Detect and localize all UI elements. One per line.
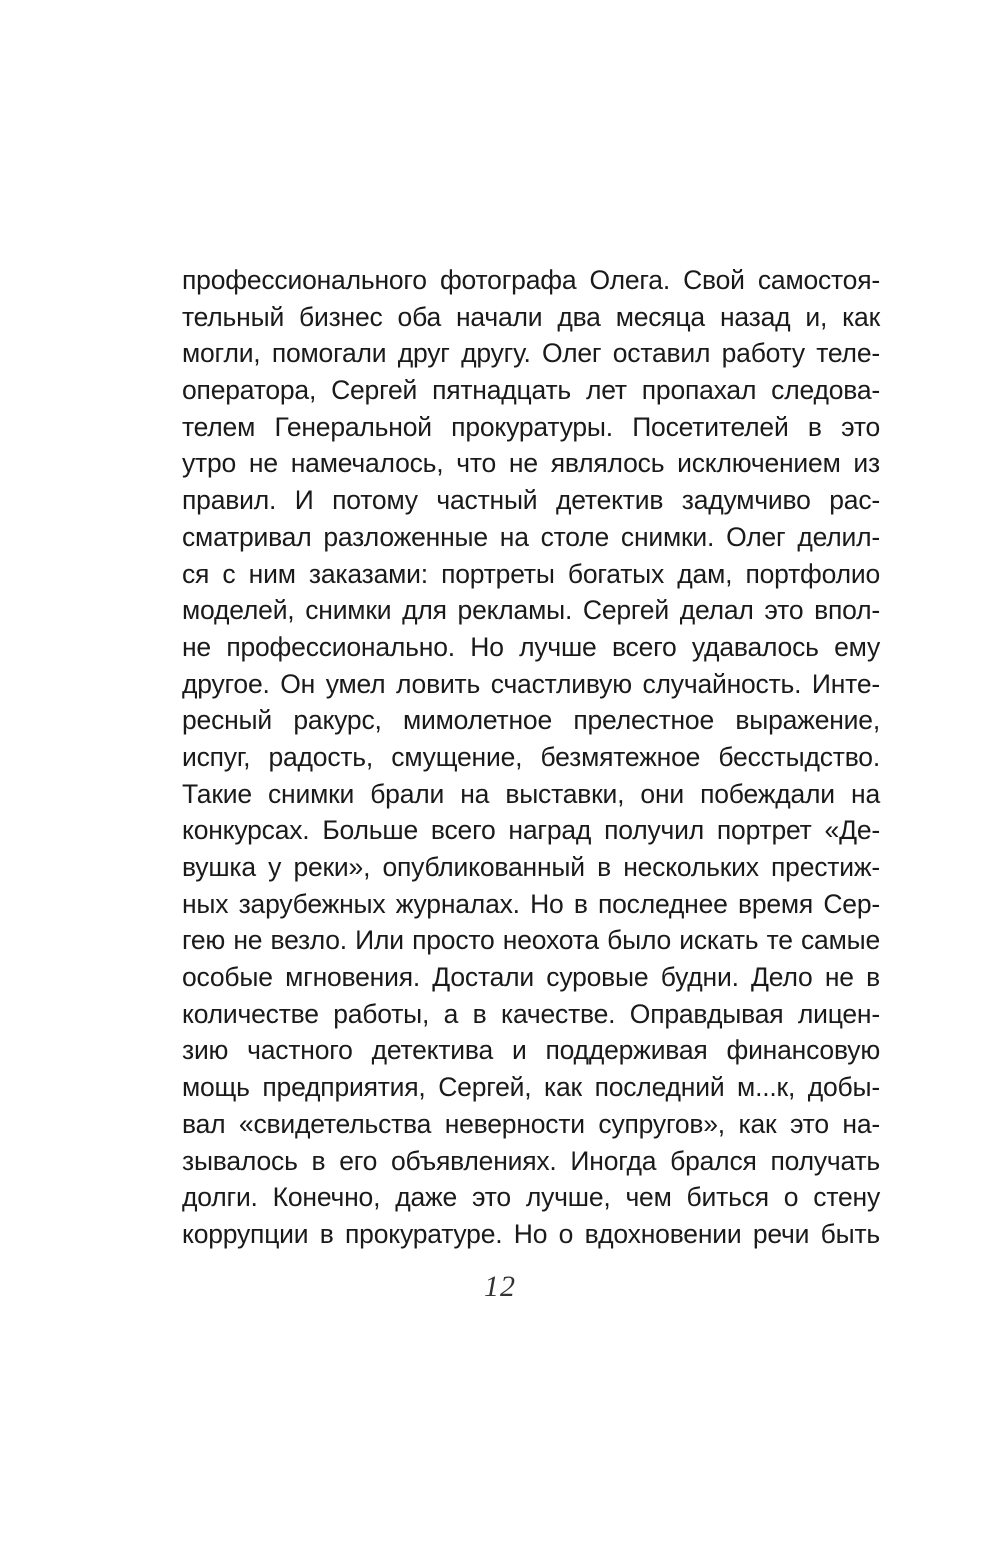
text-line: ся с ним заказами: портреты богатых дам, портфолио: [182, 558, 880, 589]
text-line: вал «свидетельства неверности супругов», как это на-: [182, 1108, 880, 1139]
text-line: могли, помогали друг другу. Олег оставил работу теле-: [182, 338, 880, 369]
text-line: количестве работы, а в качестве. Оправдывая лицен-: [182, 998, 880, 1029]
text-line: утро не намечалось, что не являлось исключением из: [182, 448, 880, 479]
text-line: зывалось в его объявлениях. Иногда брался получать: [182, 1145, 880, 1176]
text-line: Такие снимки брали на выставки, они побеждали на: [182, 778, 880, 809]
text-line: моделей, снимки для рекламы. Сергей делал это впол-: [182, 595, 880, 626]
text-line: коррупции в прокуратуре. Но о вдохновении речи быть: [182, 1218, 880, 1249]
text-line: не профессионально. Но лучше всего удавалось ему: [182, 631, 880, 662]
text-line: долги. Конечно, даже это лучше, чем биться о стену: [182, 1182, 880, 1213]
text-line: профессионального фотографа Олега. Свой самостоя-: [182, 265, 880, 295]
text-line: испуг, радость, смущение, безмятежное бесстыдство.: [182, 741, 880, 772]
text-line: ресный ракурс, мимолетное прелестное выражение,: [182, 705, 880, 736]
page-number: 12: [484, 1270, 516, 1303]
text-line: оператора, Сергей пятнадцать лет пропахал следова-: [182, 375, 880, 406]
text-line: тельный бизнес оба начали два месяца назад и, как: [182, 301, 880, 332]
text-line: конкурсах. Больше всего наград получил портрет «Де-: [182, 815, 880, 846]
text-line: вушка у реки», опубликованный в нескольких престиж-: [182, 852, 880, 882]
text-line: ных зарубежных журналах. Но в последнее время Сер-: [182, 888, 880, 919]
text-line: зию частного детектива и поддерживая финансовую: [182, 1035, 880, 1066]
text-line: телем Генеральной прокуратуры. Посетителей в это: [182, 411, 880, 442]
text-line: мощь предприятия, Сергей, как последний м...к, добы-: [182, 1072, 880, 1103]
text-line: правил. И потому частный детектив задумчиво рас-: [182, 485, 880, 516]
text-line: гею не везло. Или просто неохота было искать те самые: [182, 925, 880, 956]
text-line: сматривал разложенные на столе снимки. Олег делил-: [182, 521, 880, 552]
text-line: особые мгновения. Достали суровые будни. Дело не в: [182, 962, 880, 993]
body-text: [182, 262, 880, 1253]
text-line: другое. Он умел ловить счастливую случайность. Инте-: [182, 668, 880, 699]
